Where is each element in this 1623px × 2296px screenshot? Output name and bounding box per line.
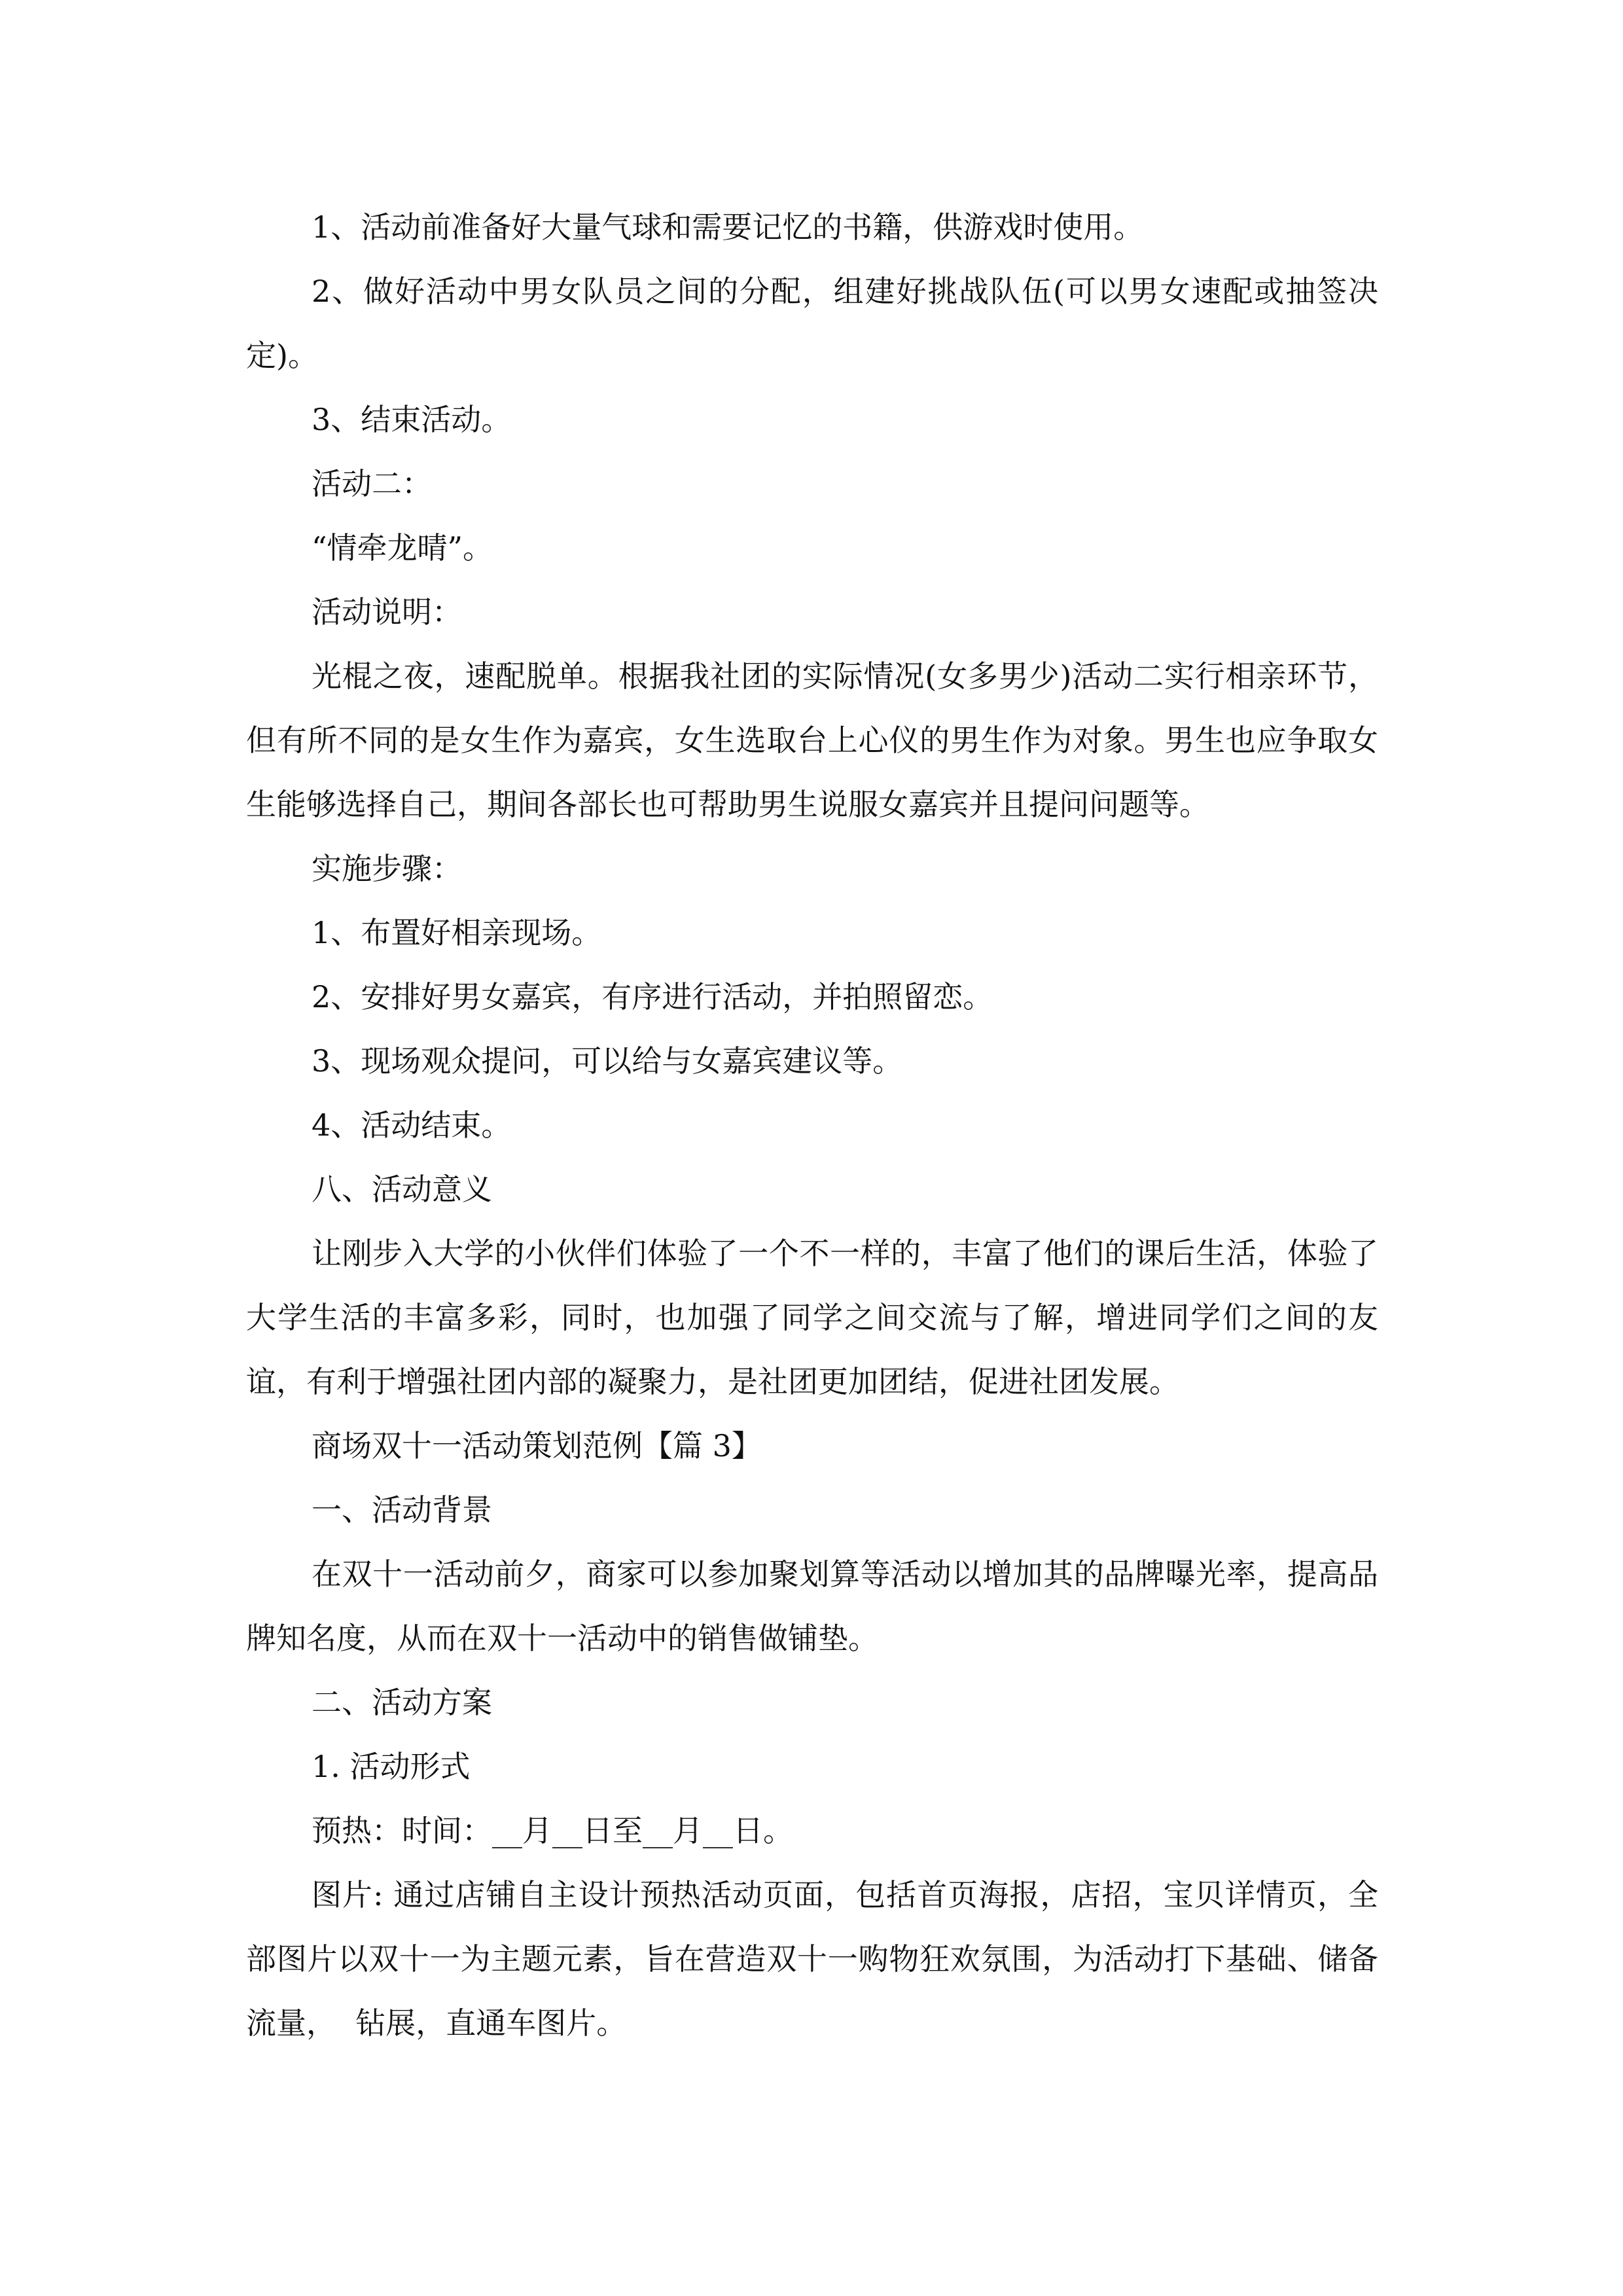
paragraph: “情牵龙晴”。 [312,530,493,565]
paragraph: 让刚步入大学的小伙伴们体验了一个不一样的，丰富了他们的课后生活，体验了大学生活的丰富多彩，同时，也加强了同学之间交流与了解，增进同学们之间的友谊，有利于增强社团内部的凝聚力，是社团更加团结，促进社团发展。 [246,1236,1378,1399]
paragraph: 1、布置好相亲现场。 [312,915,602,950]
paragraph: 4、活动结束。 [312,1107,512,1143]
paragraph: 实施步骤： [312,851,462,886]
paragraph: 2、做好活动中男女队员之间的分配，组建好挑战队伍(可以男女速配或抽签决定)。 [246,274,1378,373]
paragraph: 1、活动前准备好大量气球和需要记忆的书籍，供游戏时使用。 [312,209,1144,245]
section-heading: 二、活动方案 [312,1685,492,1720]
document-body [246,195,1378,2055]
paragraph: 光棍之夜，速配脱单。根据我社团的实际情况(女多男少)活动二实行相亲环节，但有所不同的是女生作为嘉宾，女生选取台上心仪的男生作为对象。男生也应争取女生能够选择自己，期间各部长也可帮助男生说服女嘉宾并且提问问题等。 [246,658,1378,822]
paragraph: 在双十一活动前夕，商家可以参加聚划算等活动以增加其的品牌曝光率，提高品牌知名度，从而在双十一活动中的销售做铺垫。 [246,1556,1378,1656]
subsection-heading: 1. 活动形式 [312,1749,471,1784]
paragraph: 图片: 通过店铺自主设计预热活动页面，包括首页海报，店招，宝贝详情页，全部图片以双十一为主题元素，旨在营造双十一购物狂欢氛围，为活动打下基础、储备流量， 钻展，直通车图片。 [246,1877,1378,2041]
paragraph: 2、安排好男女嘉宾，有序进行活动，并拍照留恋。 [312,979,993,1014]
paragraph: 活动说明： [312,594,462,630]
paragraph: 3、结束活动。 [312,402,512,437]
paragraph: 预热：时间：__月__日至__月__日。 [312,1813,793,1848]
section-heading: 八、活动意义 [312,1172,492,1207]
paragraph: 活动二： [312,466,432,501]
paragraph: 3、现场观众提问，可以给与女嘉宾建议等。 [312,1043,903,1079]
article-title: 商场双十一活动策划范例【篇 3】 [312,1428,762,1463]
section-heading: 一、活动背景 [312,1492,492,1528]
